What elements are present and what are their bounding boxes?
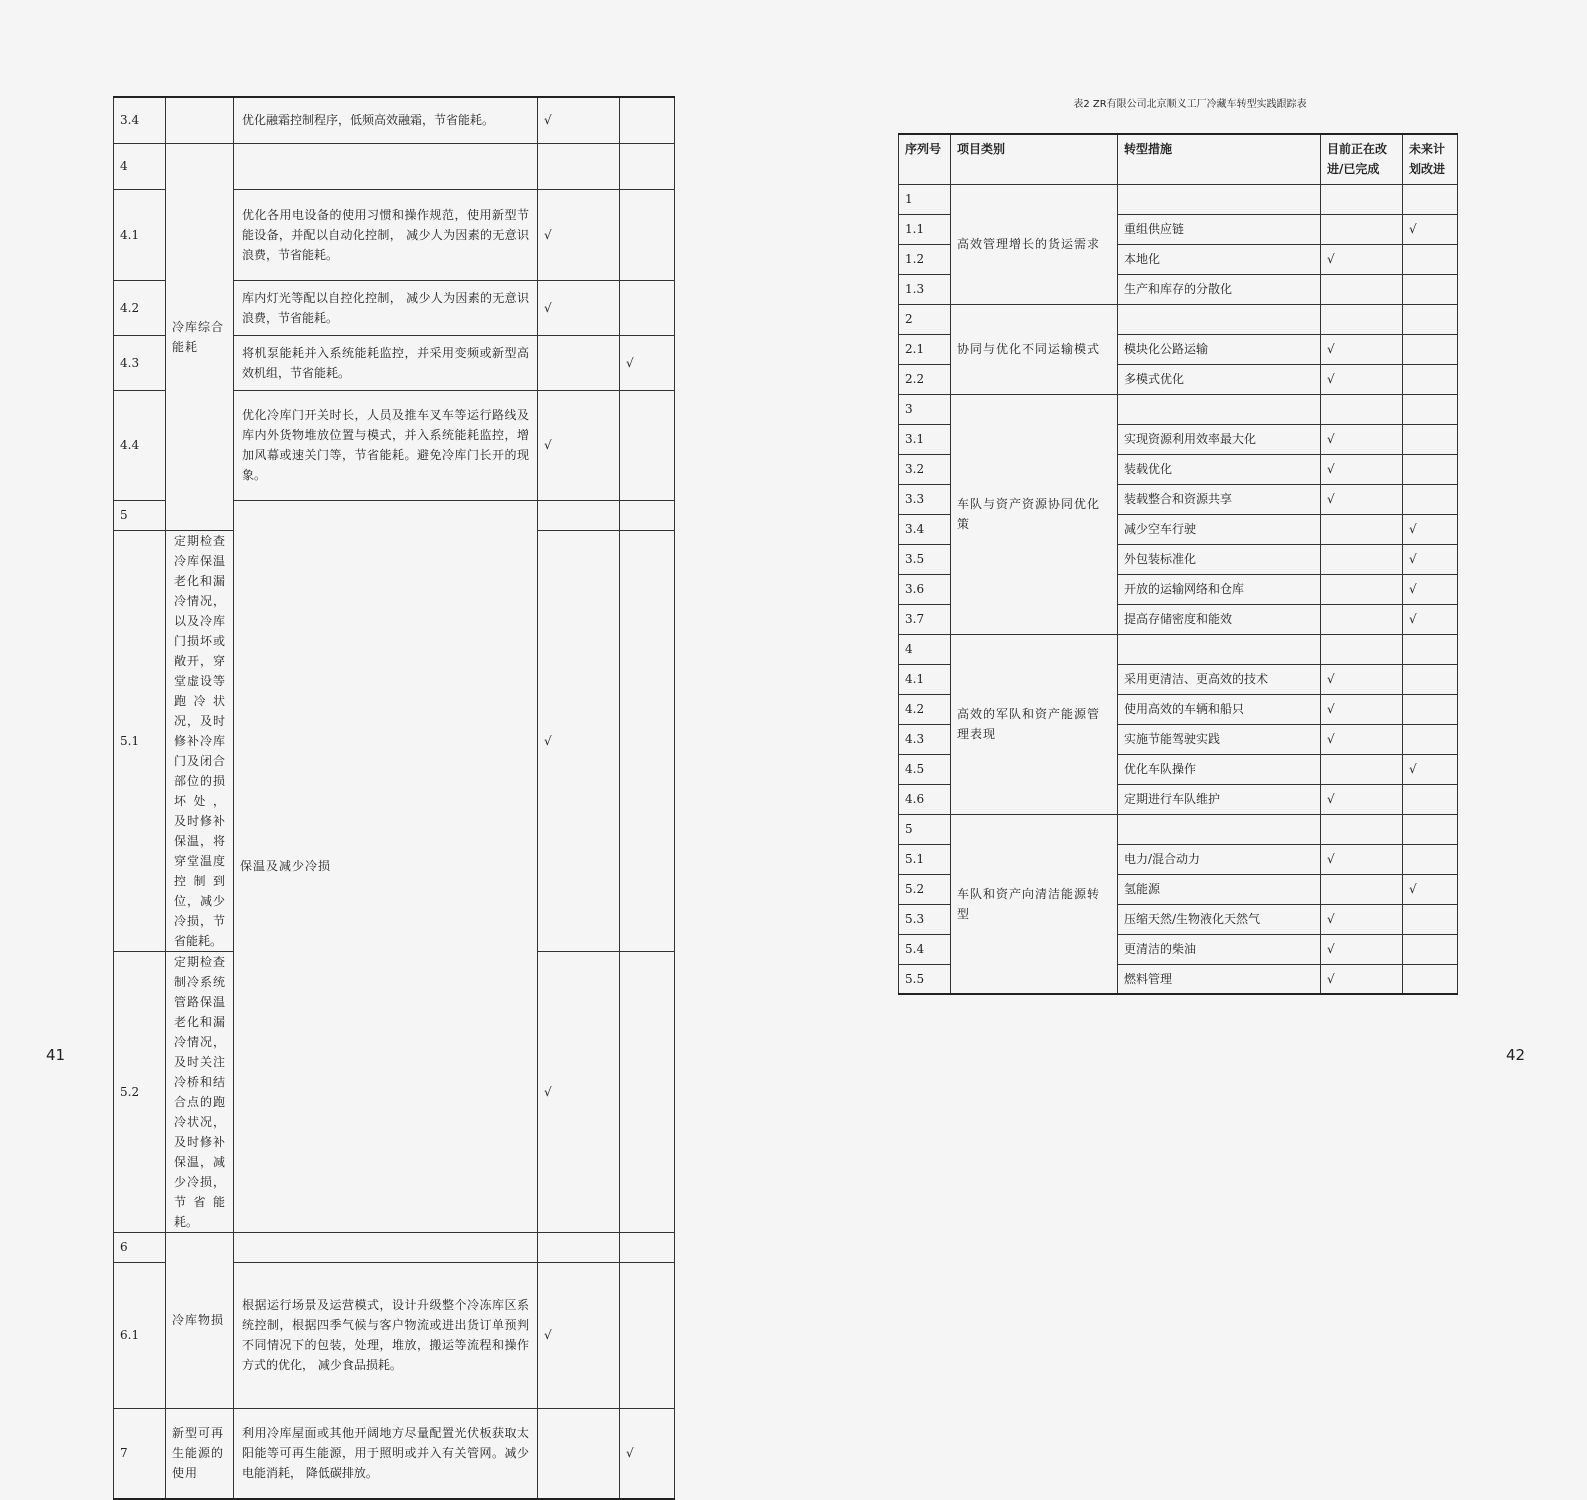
measure-cell: 本地化 xyxy=(1118,244,1321,274)
done-check xyxy=(1321,514,1403,544)
done-check xyxy=(1321,304,1403,334)
row-number: 5.2 xyxy=(899,874,951,904)
plan-check xyxy=(1403,904,1458,934)
left-measures-table xyxy=(113,96,675,1500)
row-number: 7 xyxy=(114,1408,166,1499)
row-number: 4.4 xyxy=(114,390,166,500)
plan-check xyxy=(1403,634,1458,664)
plan-check xyxy=(1403,664,1458,694)
plan-check: √ xyxy=(620,1408,675,1499)
measure-cell: 模块化公路运输 xyxy=(1118,334,1321,364)
row-number: 1.3 xyxy=(899,274,951,304)
plan-check xyxy=(1403,484,1458,514)
measure-cell: 电力/混合动力 xyxy=(1118,844,1321,874)
plan-check xyxy=(1403,694,1458,724)
left-page xyxy=(0,0,793,1481)
row-number: 5.5 xyxy=(899,964,951,994)
row-number: 3.3 xyxy=(899,484,951,514)
measure-cell: 多模式优化 xyxy=(1118,364,1321,394)
measure-cell: 采用更清洁、更高效的技术 xyxy=(1118,664,1321,694)
group-row xyxy=(899,634,1458,664)
measure-cell: 氢能源 xyxy=(1118,874,1321,904)
row-number: 5.1 xyxy=(114,530,166,951)
plan-check: √ xyxy=(1403,874,1458,904)
row-number: 5 xyxy=(114,500,166,530)
measure-cell: 定期进行车队维护 xyxy=(1118,784,1321,814)
measure-cell: 装载整合和资源共享 xyxy=(1118,484,1321,514)
done-check xyxy=(538,335,620,390)
measure-cell xyxy=(234,1232,538,1262)
measure-cell: 库内灯光等配以自控化控制， 减少人为因素的无意识浪费，节省能耗。 xyxy=(234,280,538,335)
row-number: 3.1 xyxy=(899,424,951,454)
row-number: 4.6 xyxy=(899,784,951,814)
plan-check xyxy=(1403,784,1458,814)
row-number: 5.2 xyxy=(114,951,166,1232)
row-number: 3.6 xyxy=(899,574,951,604)
plan-check: √ xyxy=(1403,544,1458,574)
category-cell xyxy=(166,97,234,143)
done-check: √ xyxy=(1321,784,1403,814)
row-number: 3.7 xyxy=(899,604,951,634)
row-number: 3.4 xyxy=(899,514,951,544)
done-check xyxy=(1321,394,1403,424)
category-cell: 高效管理增长的货运需求 xyxy=(951,184,1118,304)
category-cell: 高效的军队和资产能源管理表现 xyxy=(951,634,1118,814)
category-cell: 保温及减少冷损 xyxy=(234,500,538,1232)
header-plan: 未来计划改进 xyxy=(1403,134,1458,184)
page-number: 41 xyxy=(46,1046,66,1064)
row-number: 3 xyxy=(899,394,951,424)
done-check: √ xyxy=(1321,664,1403,694)
group-row xyxy=(899,394,1458,424)
category-cell: 新型可再生能源的使用 xyxy=(166,1408,234,1499)
table-row xyxy=(114,1232,675,1262)
plan-check xyxy=(1403,424,1458,454)
done-check: √ xyxy=(1321,964,1403,994)
row-number: 2.1 xyxy=(899,334,951,364)
done-check: √ xyxy=(538,1262,620,1408)
done-check: √ xyxy=(1321,904,1403,934)
plan-check xyxy=(620,189,675,280)
done-check: √ xyxy=(538,189,620,280)
table-row xyxy=(114,1408,675,1499)
plan-check xyxy=(620,951,675,1232)
measure-cell: 开放的运输网络和仓库 xyxy=(1118,574,1321,604)
measure-cell: 利用冷库屋面或其他开阔地方尽量配置光伏板获取太阳能等可再生能源，用于照明或并入有关管网。减少电能消耗， 降低碳排放。 xyxy=(234,1408,538,1499)
group-row xyxy=(899,304,1458,334)
plan-check xyxy=(1403,364,1458,394)
done-check xyxy=(1321,214,1403,244)
measure-cell: 优化冷库门开关时长，人员及推车叉车等运行路线及库内外货物堆放位置与模式，并入系统能耗监控，增加风幕或速关门等，节省能耗。避免冷库门长开的现象。 xyxy=(234,390,538,500)
plan-check xyxy=(620,143,675,189)
row-number: 5.3 xyxy=(899,904,951,934)
plan-check: √ xyxy=(1403,214,1458,244)
done-check xyxy=(1321,754,1403,784)
row-number: 6.1 xyxy=(114,1262,166,1408)
done-check: √ xyxy=(1321,484,1403,514)
row-number: 4.2 xyxy=(899,694,951,724)
header-category: 项目类别 xyxy=(951,134,1118,184)
done-check xyxy=(1321,874,1403,904)
row-number: 4.3 xyxy=(114,335,166,390)
measure-cell: 定期检查制冷系统管路保温老化和漏冷情况，及时关注冷桥和结合点的跑冷状况，及时修补保温，减少冷损，节省能耗。 xyxy=(166,951,234,1232)
table-caption: 表2 ZR有限公司北京顺义工厂冷藏车转型实践跟踪表 xyxy=(1073,99,1307,110)
plan-check xyxy=(1403,244,1458,274)
row-number: 4.5 xyxy=(899,754,951,784)
page-number: 42 xyxy=(1506,1046,1526,1064)
measure-cell: 使用高效的车辆和船只 xyxy=(1118,694,1321,724)
done-check: √ xyxy=(1321,364,1403,394)
plan-check xyxy=(1403,394,1458,424)
done-check: √ xyxy=(1321,244,1403,274)
measure-cell xyxy=(1118,394,1321,424)
measure-cell: 根据运行场景及运营模式，设计升级整个冷冻库区系统控制，根据四季气候与客户物流或进出货订单预判不同情况下的包装，处理，堆放，搬运等流程和操作方式的优化， 减少食品损耗。 xyxy=(234,1262,538,1408)
row-number: 5 xyxy=(899,814,951,844)
done-check: √ xyxy=(1321,454,1403,484)
plan-check xyxy=(1403,964,1458,994)
plan-check xyxy=(620,1262,675,1408)
plan-check: √ xyxy=(1403,574,1458,604)
row-number: 3.2 xyxy=(899,454,951,484)
plan-check xyxy=(620,280,675,335)
right-page xyxy=(793,0,1587,1122)
measure-cell: 更清洁的柴油 xyxy=(1118,934,1321,964)
measure-cell: 提高存储密度和能效 xyxy=(1118,604,1321,634)
row-number: 1.2 xyxy=(899,244,951,274)
measure-cell: 减少空车行驶 xyxy=(1118,514,1321,544)
category-cell: 冷库综合能耗 xyxy=(166,143,234,530)
row-number: 4.3 xyxy=(899,724,951,754)
done-check xyxy=(1321,184,1403,214)
plan-check xyxy=(1403,454,1458,484)
measure-cell: 将机泵能耗并入系统能耗监控，并采用变频或新型高效机组，节省能耗。 xyxy=(234,335,538,390)
row-number: 5.4 xyxy=(899,934,951,964)
plan-check xyxy=(1403,334,1458,364)
row-number: 4 xyxy=(899,634,951,664)
category-cell: 车队和资产向清洁能源转型 xyxy=(951,814,1118,994)
measure-cell: 装载优化 xyxy=(1118,454,1321,484)
measure-cell: 实现资源利用效率最大化 xyxy=(1118,424,1321,454)
right-tracking-table xyxy=(898,133,1458,995)
table-row xyxy=(114,143,675,189)
done-check xyxy=(538,143,620,189)
plan-check xyxy=(1403,724,1458,754)
group-row xyxy=(899,184,1458,214)
measure-cell: 燃料管理 xyxy=(1118,964,1321,994)
row-number: 4.2 xyxy=(114,280,166,335)
done-check: √ xyxy=(1321,934,1403,964)
row-number: 1.1 xyxy=(899,214,951,244)
row-number: 4.1 xyxy=(114,189,166,280)
done-check: √ xyxy=(538,280,620,335)
done-check: √ xyxy=(1321,334,1403,364)
plan-check: √ xyxy=(1403,514,1458,544)
done-check xyxy=(620,500,675,530)
measure-cell: 外包装标准化 xyxy=(1118,544,1321,574)
measure-cell: 优化各用电设备的使用习惯和操作规范，使用新型节能设备，并配以自动化控制， 减少人为因素的无意识浪费，节省能耗。 xyxy=(234,189,538,280)
plan-check: √ xyxy=(1403,754,1458,784)
row-number: 3.4 xyxy=(114,97,166,143)
plan-check xyxy=(1403,814,1458,844)
done-check xyxy=(1321,274,1403,304)
row-number: 5.1 xyxy=(899,844,951,874)
plan-check xyxy=(1403,274,1458,304)
header-done: 目前正在改进/已完成 xyxy=(1321,134,1403,184)
plan-check xyxy=(620,530,675,951)
row-number: 3.5 xyxy=(899,544,951,574)
done-check xyxy=(1321,574,1403,604)
done-check xyxy=(538,1232,620,1262)
measure-cell xyxy=(1118,634,1321,664)
plan-check xyxy=(1403,844,1458,874)
done-check: √ xyxy=(1321,694,1403,724)
measure-cell xyxy=(1118,304,1321,334)
done-check: √ xyxy=(1321,724,1403,754)
plan-check xyxy=(1403,184,1458,214)
plan-check xyxy=(1403,934,1458,964)
done-check xyxy=(1321,544,1403,574)
category-cell: 冷库物损 xyxy=(166,1232,234,1408)
plan-check: √ xyxy=(620,335,675,390)
category-cell: 协同与优化不同运输模式 xyxy=(951,304,1118,394)
header-serial: 序列号 xyxy=(899,134,951,184)
measure-cell xyxy=(1118,184,1321,214)
measure-cell: 定期检查冷库保温老化和漏冷情况，以及冷库门损坏或敞开，穿堂虚设等跑冷状况，及时修补冷库门及闭合部位的损坏处， 及时修补保温，将穿堂温度控制到位，减少冷损，节省能耗。 xyxy=(166,530,234,951)
measure-cell: 优化融霜控制程序，低频高效融霜，节省能耗。 xyxy=(234,97,538,143)
done-check: √ xyxy=(538,951,620,1232)
done-check xyxy=(1321,814,1403,844)
row-number: 2 xyxy=(899,304,951,334)
header-measure: 转型措施 xyxy=(1118,134,1321,184)
plan-check: √ xyxy=(1403,604,1458,634)
done-check xyxy=(1321,634,1403,664)
plan-check xyxy=(620,390,675,500)
measure-cell xyxy=(1118,814,1321,844)
header-row xyxy=(899,134,1458,184)
measure-cell: 重组供应链 xyxy=(1118,214,1321,244)
done-check: √ xyxy=(538,97,620,143)
done-check xyxy=(1321,604,1403,634)
measure-cell: 优化车队操作 xyxy=(1118,754,1321,784)
group-row xyxy=(899,814,1458,844)
done-check: √ xyxy=(538,390,620,500)
row-number: 6 xyxy=(114,1232,166,1262)
measure-cell xyxy=(538,500,620,530)
row-number: 4 xyxy=(114,143,166,189)
done-check: √ xyxy=(1321,844,1403,874)
row-number: 1 xyxy=(899,184,951,214)
plan-check xyxy=(1403,304,1458,334)
measure-cell: 压缩天然/生物液化天然气 xyxy=(1118,904,1321,934)
category-cell: 车队与资产资源协同优化策 xyxy=(951,394,1118,634)
done-check: √ xyxy=(538,530,620,951)
row-number: 4.1 xyxy=(899,664,951,694)
done-check: √ xyxy=(1321,424,1403,454)
measure-cell: 生产和库存的分散化 xyxy=(1118,274,1321,304)
measure-cell: 实施节能驾驶实践 xyxy=(1118,724,1321,754)
plan-check xyxy=(620,97,675,143)
table-row xyxy=(114,97,675,143)
done-check xyxy=(538,1408,620,1499)
row-number: 2.2 xyxy=(899,364,951,394)
measure-cell xyxy=(234,143,538,189)
plan-check xyxy=(620,1232,675,1262)
